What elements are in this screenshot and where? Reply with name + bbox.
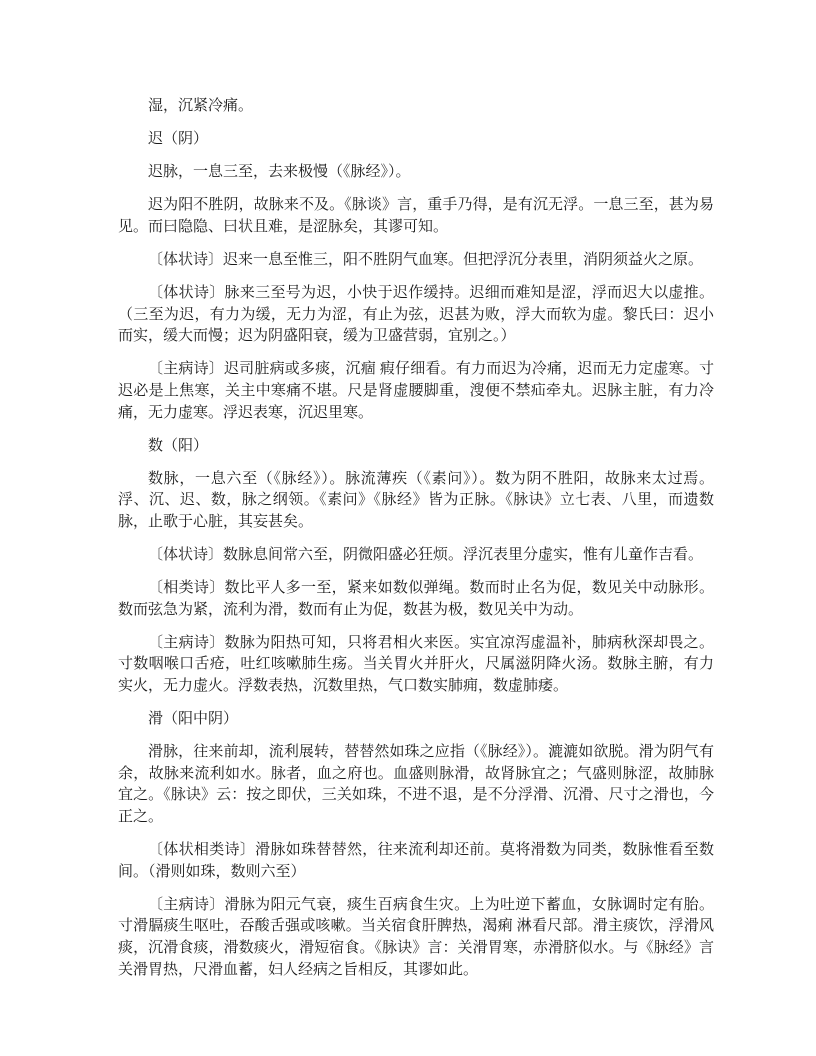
para-hua-tizhuang-xianglei-verse: 〔体状相类诗〕滑脉如珠替替然，往来流利却还前。莫将滑数为同类，数脉惟看至数间。（滑则如珠，数则六至） [118,842,714,880]
para-shuo-tizhuang-verse: 〔体状诗〕数脉息间常六至，阴微阳盛必狂烦。浮沉表里分虚实，惟有儿童作吉看。 [148,547,704,563]
para-chi-discussion: 迟为阳不胜阴，故脉来不及。《脉谈》言，重手乃得，是有沉无浮。一息三至，甚为易见。而曰隐隐、曰状且难，是涩脉矣，其谬可知。 [118,197,714,235]
para-shuo-definition: 数脉，一息六至（《脉经》）。脉流薄疾（《素问》）。数为阴不胜阳，故脉来太过焉。浮、沉、迟、数，脉之纲领。《素问》《脉经》皆为正脉。《脉诀》立七表、八里，而遗数脉，止歌于心脏，其妄甚矣。 [118,470,714,530]
para-hua-definition: 滑脉，往来前却，流利展转，替替然如珠之应指（《脉经》）。漉漉如欲脱。滑为阴气有余，故脉来流利如水。脉者，血之府也。血盛则脉滑，故肾脉宜之；气盛则脉涩，故肺脉宜之。《脉诀》云：按之即伏，三关如珠，不进不退，是不分浮滑、沉滑、尺寸之滑也，今正之。 [118,744,714,825]
para-chi-tizhuang-verse-1: 〔体状诗〕迟来一息至惟三，阳不胜阴气血寒。但把浮沉分表里，消阴须益火之原。 [148,251,704,268]
para-hua-zhubing-verse: 〔主病诗〕滑脉为阳元气衰，痰生百病食生灾。上为吐逆下蓄血，女脉调时定有胎。寸滑膈痰生呕吐，吞酸舌强或咳嗽。当关宿食肝脾热，渴痢 淋看尺部。滑主痰饮，浮滑风痰，沉滑食痰，滑数痰火，滑短宿食。《脉诀》言：关滑胃寒，赤滑脐似水。与《脉经》言关滑胃热，尺滑血蓄，妇人经病之旨相反，其谬如此。 [118,896,714,978]
para-shuo-zhubing-verse: 〔主病诗〕数脉为阳热可知，只将君相火来医。实宜凉泻虚温补，肺病秋深却畏之。寸数咽喉口舌疮，吐红咳嗽肺生疡。当关胃火并肝火，尺属滋阴降火汤。数脉主腑，有力实火，无力虚火。浮数表热，沉数里热，气口数实肺痈，数虚肺痿。 [118,634,714,694]
section-heading-shuo-pulse: 数（阳） [148,437,209,454]
para-chi-definition: 迟脉，一息三至，去来极慢（《脉经》）。 [148,164,411,181]
para-shuo-xianglei-verse: 〔相类诗〕数比平人多一至，紧来如数似弹绳。数而时止名为促，数见关中动脉形。数而弦急为紧，流利为滑，数而有止为促，数甚为极，数见关中为动。 [118,580,714,618]
para-chi-zhubing-verse: 〔主病诗〕迟司脏病或多痰，沉痼 瘕仔细看。有力而迟为冷痛，迟而无力定虚寒。寸迟必是上焦寒，关主中寒痛不堪。尺是肾虚腰脚重，溲便不禁疝牵丸。迟脉主脏，有力冷痛，无力虚寒。浮迟表寒，沉迟里寒。 [118,361,714,421]
para-chi-tizhuang-verse-2: 〔体状诗〕脉来三至号为迟，小快于迟作缓持。迟细而难知是涩，浮而迟大以虚推。（三至为迟，有力为缓，无力为涩，有止为弦，迟甚为败，浮大而软为虚。黎氏曰：迟小而实，缓大而慢；迟为阴盛阳衰，缓为卫盛营弱，宜别之。） [118,285,714,345]
paragraph-overflow-damp-cold-pain: 湿，沉紧冷痛。 [148,98,254,114]
section-heading-chi-pulse: 迟（阴） [148,131,209,148]
section-heading-hua-pulse: 滑（阳中阴） [148,711,239,728]
